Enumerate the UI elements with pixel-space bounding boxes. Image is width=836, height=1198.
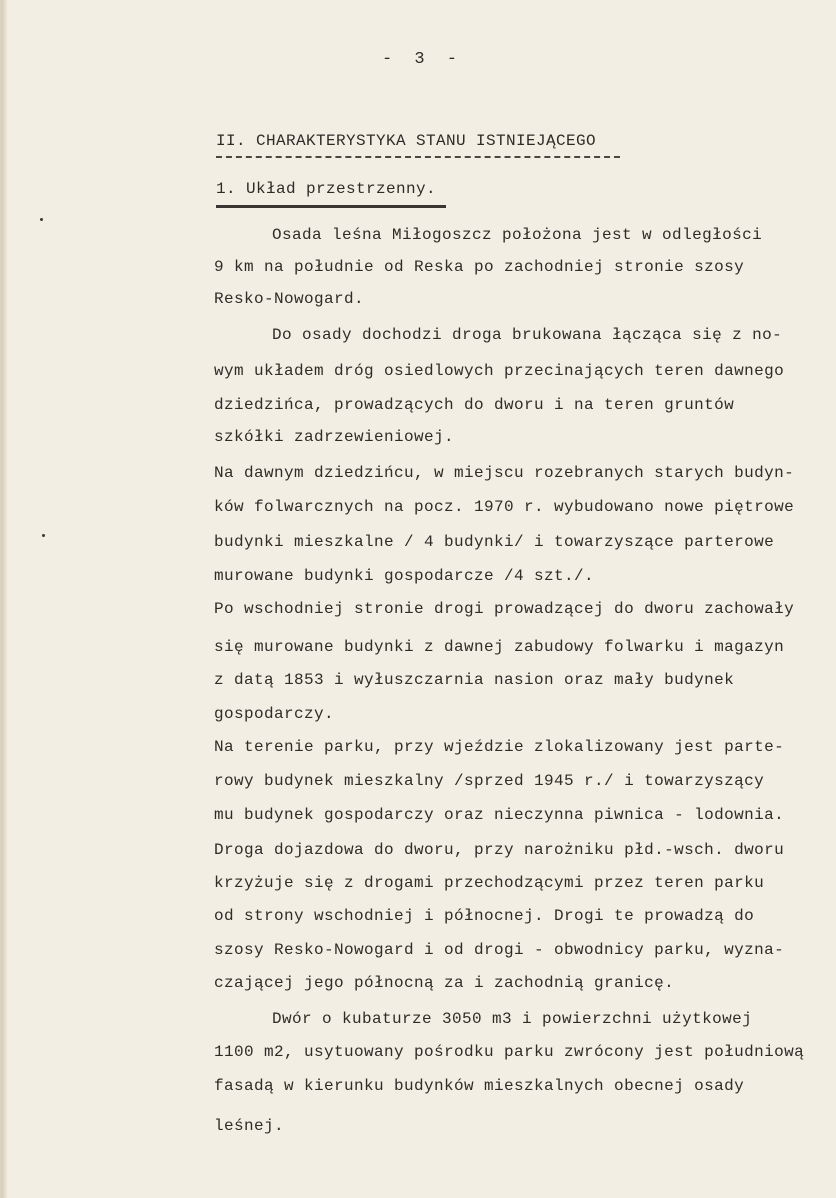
body-line: z datą 1853 i wyłuszczarnia nasion oraz mały budynek [214,671,735,689]
heading-underline [216,156,620,158]
section-heading: II. CHARAKTERYSTYKA STANU ISTNIEJĄCEGO [216,132,597,150]
body-line: fasadą w kierunku budynków mieszkalnych obecnej osady [214,1077,745,1095]
body-line: murowane budynki gospodarcze /4 szt./. [214,567,595,585]
margin-mark [42,534,45,537]
subsection-heading: 1. Układ przestrzenny. [216,180,437,198]
body-line: 1100 m2, usytuowany pośrodku parku zwrócony jest południową [214,1043,805,1061]
page-number: - 3 - [382,50,464,69]
body-line: budynki mieszkalne / 4 budynki/ i towarzyszące parterowe [214,533,775,551]
body-line: ków folwarcznych na pocz. 1970 r. wybudowano nowe piętrowe [214,498,795,516]
body-line: Do osady dochodzi droga brukowana łącząca się z no- [272,326,783,344]
body-line: krzyżuje się z drogami przechodzącymi przez teren parku [214,874,765,892]
margin-mark [40,218,43,221]
body-line: się murowane budynki z dawnej zabudowy folwarku i magazyn [214,638,785,656]
body-line: Resko-Nowogard. [214,290,365,308]
subheading-underline [216,205,446,208]
page-edge-shadow [2,0,8,1198]
body-line: gospodarczy. [214,705,335,723]
body-line: rowy budynek mieszkalny /sprzed 1945 r./ i towarzyszący [214,772,765,790]
body-line: mu budynek gospodarczy oraz nieczynna piwnica - lodownia. [214,806,785,824]
body-line: Na dawnym dziedzińcu, w miejscu rozebranych starych budyn- [214,464,795,482]
body-line: Dwór o kubaturze 3050 m3 i powierzchni użytkowej [272,1010,753,1028]
body-line: 9 km na południe od Reska po zachodniej stronie szosy [214,258,745,276]
body-line: Osada leśna Miłogoszcz położona jest w odległości [272,226,763,244]
body-line: dziedzińca, prowadzących do dworu i na teren gruntów [214,396,735,414]
body-line: wym układem dróg osiedlowych przecinających teren dawnego [214,362,785,380]
body-line: czającej jego północną za i zachodnią granicę. [214,974,675,992]
body-line: szosy Resko-Nowogard i od drogi - obwodnicy parku, wyzna- [214,941,785,959]
body-line: szkółki zadrzewieniowej. [214,428,455,446]
body-line: leśnej. [214,1117,285,1135]
body-line: Po wschodniej stronie drogi prowadzącej do dworu zachowały [214,600,795,618]
body-line: Na terenie parku, przy wjeździe zlokalizowany jest parte- [214,738,785,756]
body-line: Droga dojazdowa do dworu, przy narożniku płd.-wsch. dworu [214,841,785,859]
body-line: od strony wschodniej i północnej. Drogi te prowadzą do [214,907,755,925]
